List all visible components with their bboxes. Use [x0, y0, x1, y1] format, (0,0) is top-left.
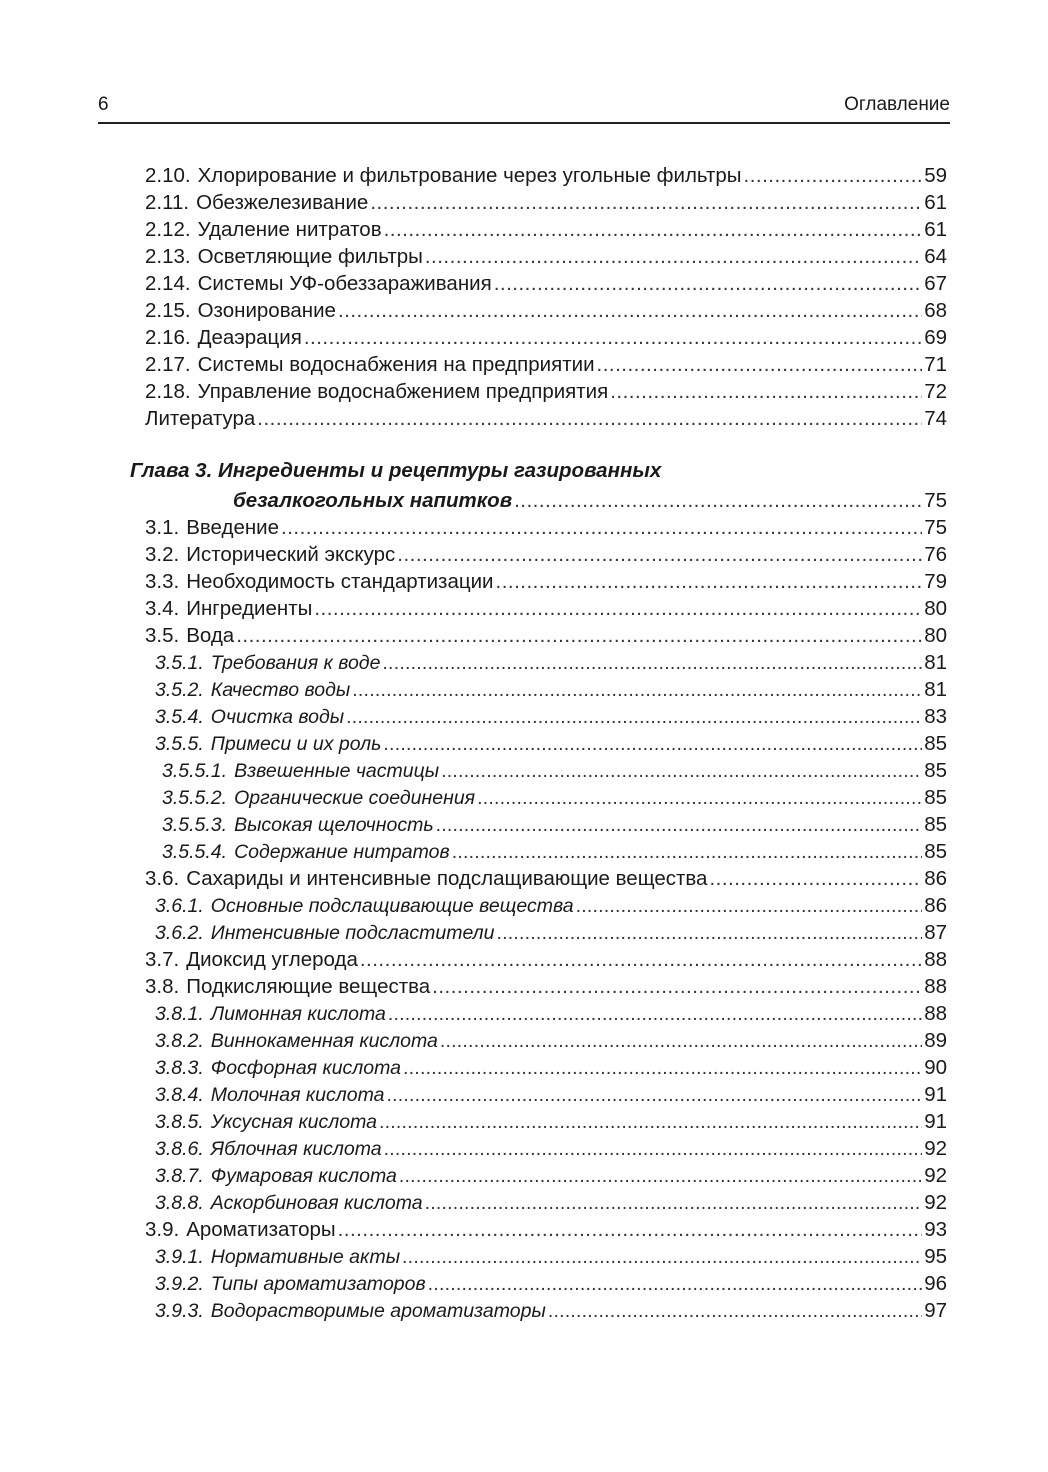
toc-page-number: 71 [924, 353, 947, 376]
toc-entry: 2.13. Осветляющие фильтры . . . 64 [145, 243, 947, 270]
leader-dots [597, 351, 923, 378]
toc-subentry: 3.8.7. Фумаровая кислота . . . 92 [155, 1162, 947, 1189]
leader-dots [425, 243, 922, 270]
toc-page-number: 86 [924, 894, 947, 917]
leader-dots [494, 270, 923, 297]
leader-dots [360, 946, 922, 973]
leader-dots [314, 595, 922, 622]
toc-subentry: 3.8.1. Лимонная кислота . . . 88 [155, 1000, 947, 1027]
toc-entry: 2.18. Управление водоснабжением предприятия . . . 72 [145, 378, 947, 405]
chapter-heading-line2: безалкогольных напитков . . . 75 [233, 487, 947, 514]
toc-entry: 2.15. Озонирование . . . 68 [145, 297, 947, 324]
leader-dots [425, 1190, 923, 1217]
toc-page-number: 92 [924, 1164, 947, 1187]
leader-dots [496, 920, 922, 947]
toc-entry: 3.5. Вода . . . 80 [145, 622, 947, 649]
leader-dots [397, 541, 922, 568]
toc-subentry: 3.8.2. Виннокаменная кислота . . . 89 [155, 1027, 947, 1054]
leader-dots [744, 162, 923, 189]
toc-entry: 3.8. Подкисляющие вещества . . . 88 [145, 973, 947, 1000]
leader-dots [403, 1055, 922, 1082]
toc-page-number: 92 [924, 1137, 947, 1160]
leader-dots [386, 1082, 922, 1109]
leader-dots [514, 487, 922, 514]
toc-entry: 2.16. Деаэрация . . . 69 [145, 324, 947, 351]
toc-subentry: 3.8.5. Уксусная кислота . . . 91 [155, 1108, 947, 1135]
leader-dots [576, 893, 923, 920]
toc-page-number: 86 [924, 867, 947, 890]
toc-page-number: 93 [924, 1218, 947, 1241]
leader-dots [384, 216, 923, 243]
toc-page-number: 74 [924, 407, 947, 430]
toc-page-number: 96 [924, 1272, 947, 1295]
toc-subsubentry: 3.5.5.4. Содержание нитратов . . . 85 [162, 838, 947, 865]
toc-subentry: 3.6.1. Основные подслащивающие вещества . . . 86 [155, 892, 947, 919]
toc-page-number: 69 [924, 326, 947, 349]
leader-dots [548, 1298, 922, 1325]
toc-page-number: 83 [924, 705, 947, 728]
leader-dots [709, 865, 922, 892]
leader-dots [388, 1001, 922, 1028]
toc-page-number: 68 [924, 299, 947, 322]
leader-dots [452, 839, 923, 866]
chapter-heading: Глава 3. Ингредиенты и рецептуры газированных [130, 459, 662, 482]
leader-dots [477, 785, 922, 812]
leader-dots [402, 1244, 922, 1271]
toc-subentry: 3.8.8. Аскорбиновая кислота . . . 92 [155, 1189, 947, 1216]
toc-page-number: 61 [924, 218, 947, 241]
toc-entry: 2.17. Системы водоснабжения на предприятии . . . 71 [145, 351, 947, 378]
leader-dots [432, 973, 922, 1000]
leader-dots [379, 1109, 922, 1136]
toc-subentry: 3.9.2. Типы ароматизаторов . . . 96 [155, 1270, 947, 1297]
toc-page-number: 90 [924, 1056, 947, 1079]
toc-entry: 3.7. Диоксид углерода . . . 88 [145, 946, 947, 973]
toc-page-number: 67 [924, 272, 947, 295]
leader-dots [610, 378, 922, 405]
toc-subentry: 3.9.3. Водорастворимые ароматизаторы . . . 97 [155, 1297, 947, 1324]
toc-page-number: 87 [924, 921, 947, 944]
toc-page-number: 72 [924, 380, 947, 403]
toc-page-number: 61 [924, 191, 947, 214]
leader-dots [428, 1271, 923, 1298]
leader-dots [338, 1216, 923, 1243]
toc-subentry: 3.5.4. Очистка воды . . . 83 [155, 703, 947, 730]
toc-page-number: 64 [924, 245, 947, 268]
toc-page-number: 85 [924, 813, 947, 836]
toc-page-number: 91 [924, 1083, 947, 1106]
toc-entry: 3.3. Необходимость стандартизации . . . 79 [145, 568, 947, 595]
toc-subsubentry: 3.5.5.1. Взвешенные частицы . . . 85 [162, 757, 947, 784]
leader-dots [338, 297, 922, 324]
leader-dots [384, 1136, 923, 1163]
toc-page-number: 80 [924, 624, 947, 647]
toc-entry: 3.2. Исторический экскурс . . . 76 [145, 541, 947, 568]
toc-subentry: 3.5.1. Требования к воде . . . 81 [155, 649, 947, 676]
toc-page-number: 97 [924, 1299, 947, 1322]
leader-dots [352, 677, 922, 704]
running-title: Оглавление [844, 94, 950, 115]
toc-entry: 3.9. Ароматизаторы . . . 93 [145, 1216, 947, 1243]
toc-subentry: 3.5.2. Качество воды . . . 81 [155, 676, 947, 703]
toc-page-number: 88 [924, 1002, 947, 1025]
leader-dots [383, 731, 922, 758]
toc-page-number: 85 [924, 732, 947, 755]
toc-subentry: 3.5.5. Примеси и их роль . . . 85 [155, 730, 947, 757]
toc-page-number: 81 [924, 651, 947, 674]
toc-page-number: 59 [924, 164, 947, 187]
toc-entry: 3.6. Сахариды и интенсивные подслащивающие вещества . . . 86 [145, 865, 947, 892]
toc-subentry: 3.8.6. Яблочная кислота . . . 92 [155, 1135, 947, 1162]
toc-entry: 3.1. Введение . . . 75 [145, 514, 947, 541]
toc-page-number: 75 [924, 516, 947, 539]
toc-page-number: 95 [924, 1245, 947, 1268]
running-header [98, 92, 950, 124]
toc-page-number: 89 [924, 1029, 947, 1052]
leader-dots [281, 514, 922, 541]
toc-page-number: 79 [924, 570, 947, 593]
toc-page-number: 76 [924, 543, 947, 566]
leader-dots [382, 650, 922, 677]
toc-page-number: 75 [924, 489, 947, 512]
toc-entry: 2.11. Обезжелезивание . . . 61 [145, 189, 947, 216]
leader-dots [496, 568, 923, 595]
toc-entry: 2.10. Хлорирование и фильтрование через угольные фильтры . . . 59 [145, 162, 947, 189]
toc-page-number: 92 [924, 1191, 947, 1214]
toc-page-number: 88 [924, 948, 947, 971]
toc-page-number: 88 [924, 975, 947, 998]
leader-dots [370, 189, 922, 216]
leader-dots [441, 758, 922, 785]
toc-entry: 2.14. Системы УФ-обеззараживания . . . 67 [145, 270, 947, 297]
leader-dots [257, 405, 922, 432]
leader-dots [236, 622, 922, 649]
toc-subentry: 3.6.2. Интенсивные подсластители . . . 87 [155, 919, 947, 946]
leader-dots [399, 1163, 922, 1190]
toc-subentry: 3.8.4. Молочная кислота . . . 91 [155, 1081, 947, 1108]
toc-entry-literature: Литература . . . 74 [145, 405, 947, 432]
toc-page-number: 85 [924, 840, 947, 863]
toc-page-number: 85 [924, 786, 947, 809]
toc-page-number: 85 [924, 759, 947, 782]
toc-subsubentry: 3.5.5.3. Высокая щелочность . . . 85 [162, 811, 947, 838]
toc-page-number: 81 [924, 678, 947, 701]
toc-entry: 3.4. Ингредиенты . . . 80 [145, 595, 947, 622]
toc-subentry: 3.8.3. Фосфорная кислота . . . 90 [155, 1054, 947, 1081]
toc-subsubentry: 3.5.5.2. Органические соединения . . . 85 [162, 784, 947, 811]
toc-entry: 2.12. Удаление нитратов . . . 61 [145, 216, 947, 243]
leader-dots [304, 324, 922, 351]
toc-page-number: 91 [924, 1110, 947, 1133]
leader-dots [440, 1028, 922, 1055]
page-number: 6 [98, 94, 109, 115]
leader-dots [346, 704, 922, 731]
toc-subentry: 3.9.1. Нормативные акты . . . 95 [155, 1243, 947, 1270]
leader-dots [436, 812, 923, 839]
toc-page-number: 80 [924, 597, 947, 620]
